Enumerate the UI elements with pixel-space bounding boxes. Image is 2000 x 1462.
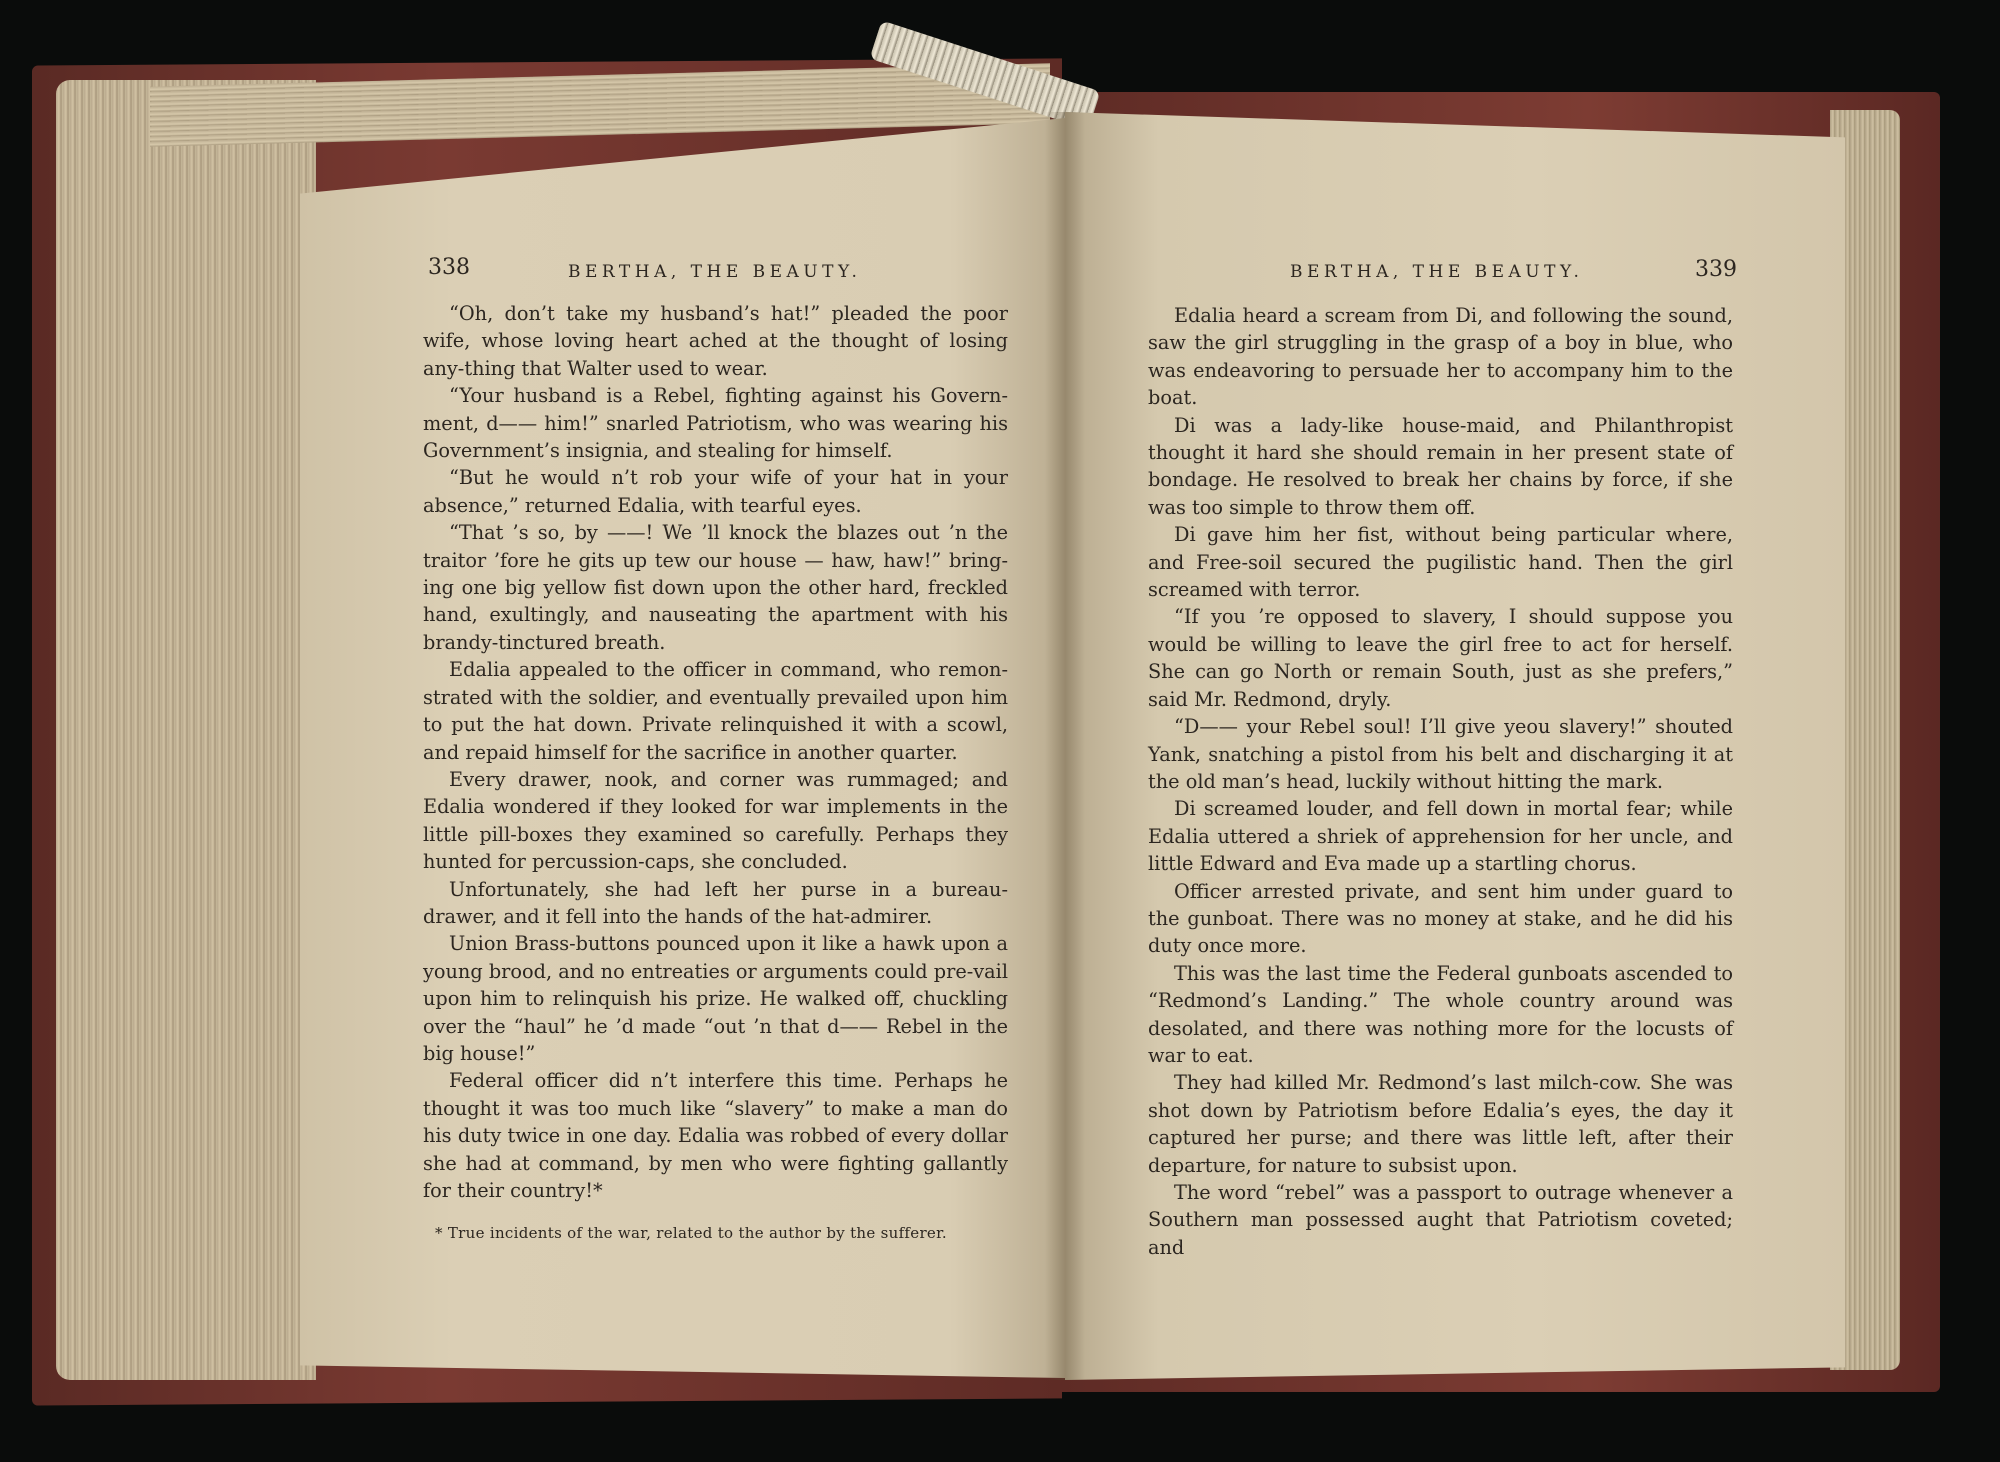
paragraph: “Your husband is a Rebel, fighting against his Govern-ment, d—— him!” snarled Patriotism, who was wearing his Government’s insignia, and stealing for himself. xyxy=(423,384,1008,463)
page-edges-left xyxy=(56,80,316,1380)
right-running-head: BERTHA, THE BEAUTY. xyxy=(1290,262,1584,282)
paragraph: Officer arrested private, and sent him under guard to the gunboat. There was no money at stake, and he did his duty once more. xyxy=(1148,879,1733,958)
paragraph: “Oh, don’t take my husband’s hat!” pleaded the poor wife, whose loving heart ached at the thought of losing any-thing that Walter used to wear. xyxy=(423,302,1008,380)
left-page-text xyxy=(423,300,1008,1204)
paragraph: Federal officer did n’t interfere this time. Perhaps he thought it was too much like “slavery” to make a man do his duty twice in one day. Edalia was robbed of every dollar she had at command, by men who were fighting gallantly for their country!* xyxy=(423,1069,1008,1202)
paragraph: Edalia heard a scream from Di, and following the sound, saw the girl struggling in the grasp of a boy in blue, who was endeavoring to persuade her to accompany him to the boat. xyxy=(1148,304,1733,410)
left-running-head: BERTHA, THE BEAUTY. xyxy=(568,262,862,282)
right-page-number: 339 xyxy=(1695,257,1737,282)
left-page-number: 338 xyxy=(428,255,470,280)
paragraph: The word “rebel” was a passport to outrage whenever a Southern man possessed aught that Patriotism coveted; and xyxy=(1148,1181,1733,1259)
paragraph: “D—— your Rebel soul! I’ll give yeou slavery!” shouted Yank, snatching a pistol from his belt and discharging it at the old man’s head, luckily without hitting the mark. xyxy=(1148,715,1733,793)
paragraph: This was the last time the Federal gunboats ascended to “Redmond’s Landing.” The whole country around was desolated, and there was nothing more for the locusts of war to eat. xyxy=(1148,961,1733,1067)
paragraph: “If you ’re opposed to slavery, I should suppose you would be willing to leave the girl free to act for herself. She can go North or remain South, just as she prefers,” said Mr. Redmond, dryly. xyxy=(1148,605,1733,711)
paragraph: “That ’s so, by ——! We ’ll knock the blazes out ’n the traitor ’fore he gits up tew our house — haw, haw!” bring-ing one big yellow fist down upon the other hard, freckled hand, exultingly, and nauseating the apartment with his brandy-tinctured breath. xyxy=(423,521,1008,654)
right-page-text xyxy=(1148,302,1733,1261)
paragraph: Every drawer, nook, and corner was rummaged; and Edalia wondered if they looked for war implements in the little pill-boxes they examined so carefully. Perhaps they hunted for percussion-caps, she concluded. xyxy=(423,767,1008,874)
footnote: * True incidents of the war, related to the author by the sufferer. xyxy=(435,1224,948,1242)
paragraph: Edalia appealed to the officer in command, who remon-strated with the soldier, and eventually prevailed upon him to put the hat down. Private relinquished it with a scowl, and repaid himself for the sacrifice in another quarter. xyxy=(423,658,1008,764)
paragraph: “But he would n’t rob your wife of your hat in your absence,” returned Edalia, with tearful eyes. xyxy=(423,466,1008,517)
spine-gutter xyxy=(1045,112,1085,1380)
paragraph: They had killed Mr. Redmond’s last milch-cow. She was shot down by Patriotism before Edalia’s eyes, the day it captured her purse; and there was little left, after their departure, for nature to subsist upon. xyxy=(1148,1071,1733,1177)
paragraph: Di gave him her fist, without being particular where, and Free-soil secured the pugilistic hand. Then the girl screamed with terror. xyxy=(1148,523,1733,602)
paragraph: Di screamed louder, and fell down in mortal fear; while Edalia uttered a shriek of apprehension for her uncle, and little Edward and Eva made up a startling chorus. xyxy=(1148,797,1733,876)
paragraph: Unfortunately, she had left her purse in a bureau-drawer, and it fell into the hands of the hat-admirer. xyxy=(423,877,1008,928)
paragraph: Di was a lady-like house-maid, and Philanthropist thought it hard she should remain in her present state of bondage. He resolved to break her chains by force, if she was too simple to throw them off. xyxy=(1148,413,1733,519)
paragraph: Union Brass-buttons pounced upon it like a hawk upon a young brood, and no entreaties or arguments could pre-vail upon him to relinquish his prize. He walked off, chuckling over the “haul” he ’d made “out ’n that d—— Rebel in the big house!” xyxy=(423,932,1008,1065)
